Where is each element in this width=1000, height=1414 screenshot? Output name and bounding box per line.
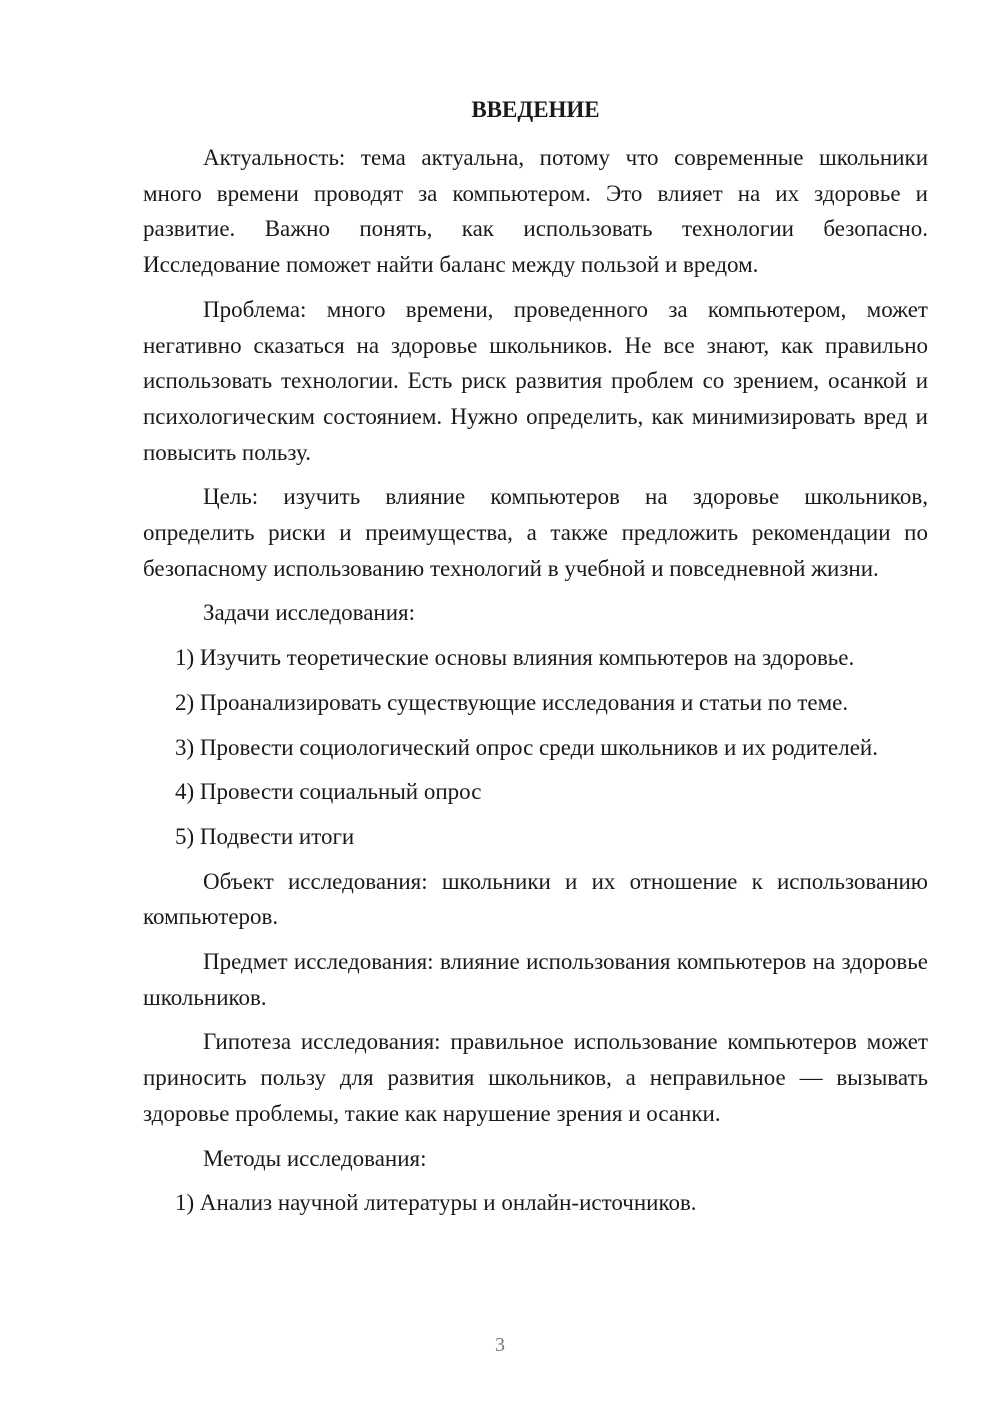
task-item-2: 2) Проанализировать существующие исследования и статьи по теме. xyxy=(175,689,849,715)
task-item-1: 1) Изучить теоретические основы влияния компьютеров на здоровье. xyxy=(175,645,855,671)
hypothesis-paragraph: Гипотеза исследования: правильное использование компьютеров может приносить пользу для развития школьников, а неправильное — вызывать здоровье проблемы, такие как нарушение зрения и осанки. xyxy=(143,1029,928,1126)
section-title: ВВЕДЕНИЕ xyxy=(471,97,600,122)
page-number: 3 xyxy=(495,1334,505,1356)
task-item-5: 5) Подвести итоги xyxy=(175,823,355,849)
task-item-3: 3) Провести социологический опрос среди школьников и их родителей. xyxy=(175,734,878,760)
goal-paragraph: Цель: изучить влияние компьютеров на здоровье школьников, определить риски и преимущества, а также предложить рекомендации по безопасному использованию технологий в учебной и повседневной жизни. xyxy=(143,484,928,581)
relevance-paragraph: Актуальность: тема актуальна, потому что современные школьники много времени проводят за компьютером. Это влияет на их здоровье и развитие. Важно понять, как использовать технологии безопасно. Исследование поможет найти баланс между пользой и вредом. xyxy=(143,145,928,278)
tasks-heading: Задачи исследования: xyxy=(203,600,416,626)
subject-paragraph: Предмет исследования: влияние использования компьютеров на здоровье школьников. xyxy=(143,949,928,1010)
document-body xyxy=(143,94,928,1230)
method-item-1: 1) Анализ научной литературы и онлайн-источников. xyxy=(175,1190,697,1216)
problem-paragraph: Проблема: много времени, проведенного за компьютером, может негативно сказаться на здоровье школьников. Не все знают, как правильно использовать технологии. Есть риск развития проблем со зрением, осанкой и психологическим состоянием. Нужно определить, как минимизировать вред и повысить пользу. xyxy=(143,296,928,465)
object-paragraph: Объект исследования: школьники и их отношение к использованию компьютеров. xyxy=(143,868,928,930)
task-item-4: 4) Провести социальный опрос xyxy=(175,779,482,805)
methods-heading: Методы исследования: xyxy=(203,1145,427,1171)
